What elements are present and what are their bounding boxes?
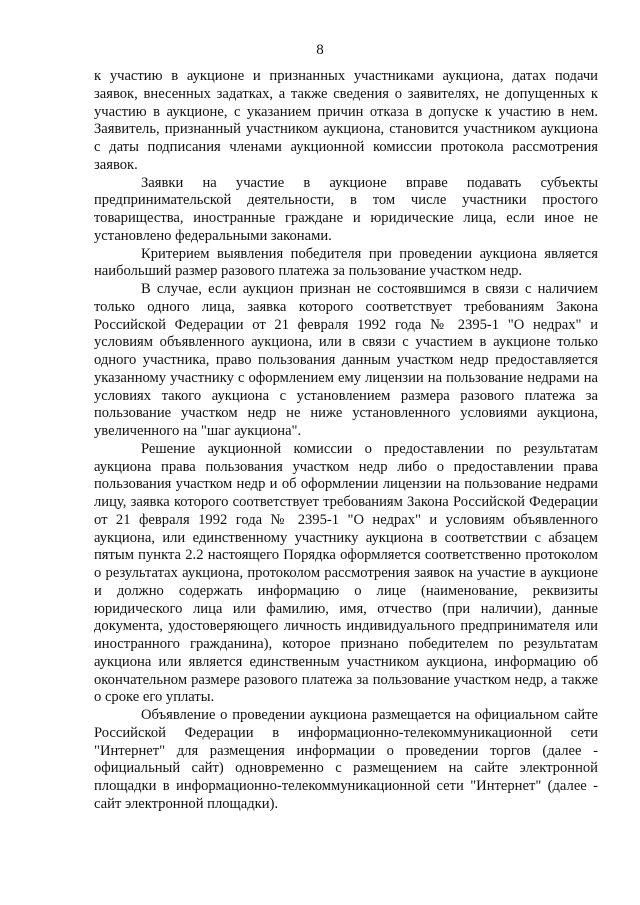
document-body [94,68,598,814]
paragraph-applicants: Заявки на участие в аукционе вправе подавать субъекты предпринимательской деятельности, в том числе участники простого товарищества, иностранные граждане и юридические лица, если иное не установлено федеральными законами. [94,174,598,244]
paragraph-commission-decision: Решение аукционной комиссии о предоставлении по результатам аукциона права пользования участком недр либо о предоставлении права пользования участком недр и об оформлении лицензии на пользование недрами лицу, заявка которого соответствует требованиям Закона Российской Федерации от 21 февраля 1992 года № 2395-1 "О недрах" и условиям объявленного аукциона, или единственному участнику аукциона в соответствии с абзацем пятым пункта 2.2 настоящего Порядка оформляется соответственно протоколом о результатах аукциона, протоколом рассмотрения заявок на участие в аукционе и должно содержать информацию о лице (наименование, реквизиты юридического лица или фамилию, имя, отчество (при наличии), данные документа, удостоверяющего личность индивидуального предпринимателя или иностранного гражданина), которое признано победителем по результатам аукциона или является единственным участником аукциона, информацию об окончательном размере разового платежа за пользование участком недр, а также о сроке его уплаты. [94,440,598,706]
paragraph-winner-criterion: Критерием выявления победителя при проведении аукциона является наибольший размер разового платежа за пользование участком недр. [94,245,598,280]
paragraph-auction-announcement: Объявление о проведении аукциона размещается на официальном сайте Российской Федерации в информационно-телекоммуникационной сети "Интернет" для размещения информации о проведении торгов (далее - официальный сайт) одновременно с размещением на сайте электронной площадки в информационно-телекоммуникационной сети "Интернет" (далее - сайт электронной площадки). [94,707,598,812]
paragraph-single-participant: В случае, если аукцион признан не состоявшимся в связи с наличием только одного лица, заявка которого соответствует требованиям Закона Российской Федерации от 21 февраля 1992 года № 2395-1 "О недрах" и условиям объявленного аукциона, или в связи с участием в аукционе только одного участника, право пользования данным участком недр предоставляется указанному участнику с оформлением ему лицензии на пользование недрами на условиях такого аукциона с установлением размера разового платежа за пользование участком недр не ниже установленного условиями аукциона, увеличенного на "шаг аукциона". [94,281,598,439]
page-number: 8 [316,42,324,58]
paragraph-continuation: к участию в аукционе и признанных участниками аукциона, датах подачи заявок, внесенных задатках, а также сведения о заявителях, не допущенных к участию в аукционе, с указанием причин отказа в допуске к участию в нем. Заявитель, признанный участником аукциона, становится участником аукциона с даты подписания членами аукционной комиссии протокола рассмотрения заявок. [94,68,598,173]
